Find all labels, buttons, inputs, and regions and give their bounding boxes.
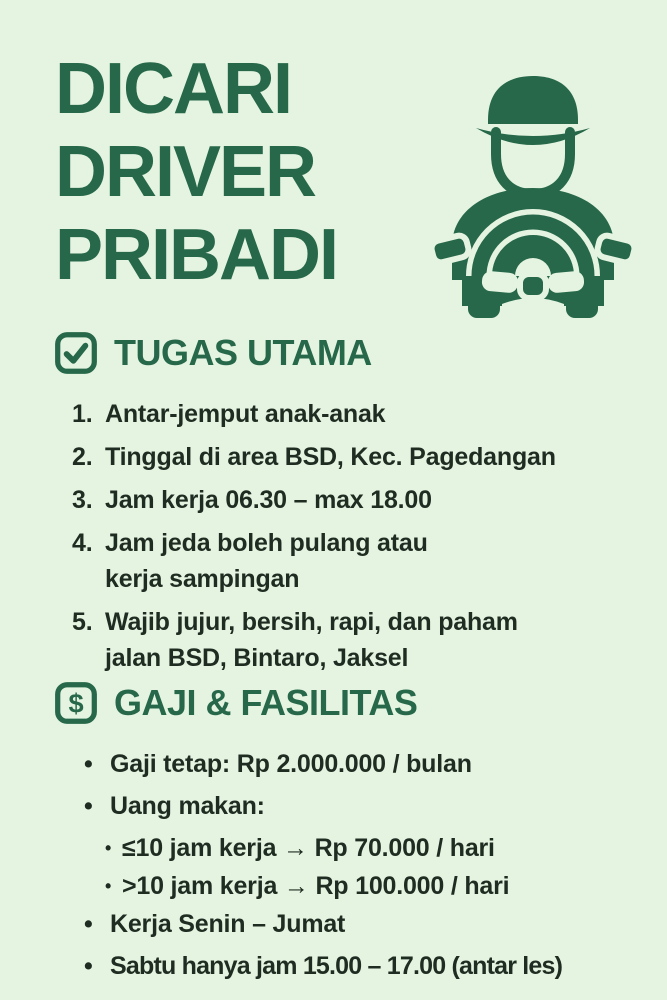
list-item xyxy=(84,746,562,782)
item-number: 3. xyxy=(72,486,93,514)
title-line-3: PRIBADI xyxy=(55,215,338,295)
checkbox-icon xyxy=(53,330,99,376)
section-heading-gaji xyxy=(53,680,417,726)
list-item xyxy=(72,439,556,475)
item-text: >10 jam kerja → Rp 100.000 / hari xyxy=(122,872,510,900)
list-item xyxy=(84,948,562,984)
bullet-dot: • xyxy=(105,876,112,896)
item-text: ≤10 jam kerja → Rp 70.000 / hari xyxy=(122,834,495,862)
item-text: Kerja Senin – Jumat xyxy=(110,910,346,938)
driver-with-car-icon xyxy=(428,70,638,320)
title-line-2: DRIVER xyxy=(55,132,316,212)
item-text: Jam jeda boleh pulang atau xyxy=(105,529,428,557)
section-title-gaji: GAJI & FASILITAS xyxy=(114,682,418,723)
list-item xyxy=(72,604,556,676)
bullet-dot: • xyxy=(84,792,93,820)
sub-list-item xyxy=(105,830,562,867)
bullet-dot: • xyxy=(84,750,93,778)
item-text: kerja sampingan xyxy=(105,565,300,593)
gaji-list xyxy=(84,746,562,990)
list-item xyxy=(72,482,556,518)
bullet-dot: • xyxy=(84,952,93,980)
item-number: 4. xyxy=(72,529,93,557)
section-title-tugas: TUGAS UTAMA xyxy=(114,332,372,373)
item-text: jalan BSD, Bintaro, Jaksel xyxy=(105,644,409,672)
item-text: Jam kerja 06.30 – max 18.00 xyxy=(105,486,432,514)
dollar-icon xyxy=(53,680,99,726)
item-text: Wajib jujur, bersih, rapi, dan paham xyxy=(105,608,518,636)
list-item xyxy=(72,396,556,432)
dollar-glyph: $ xyxy=(68,687,84,719)
poster-title xyxy=(55,48,337,297)
item-text: Antar-jemput anak-anak xyxy=(105,400,386,428)
sub-list-item xyxy=(105,868,562,905)
list-item xyxy=(84,906,562,942)
list-item xyxy=(72,525,556,597)
item-text: Gaji tetap: Rp 2.000.000 / bulan xyxy=(110,750,472,778)
list-item xyxy=(84,788,562,824)
item-number: 2. xyxy=(72,443,93,471)
item-text: Tinggal di area BSD, Kec. Pagedangan xyxy=(105,443,556,471)
item-text: Sabtu hanya jam 15.00 – 17.00 (antar les) xyxy=(110,952,563,980)
tugas-list xyxy=(72,396,556,683)
title-line-1: DICARI xyxy=(55,49,291,129)
item-text: Uang makan: xyxy=(110,792,265,820)
item-number: 1. xyxy=(72,400,93,428)
bullet-dot: • xyxy=(105,838,112,858)
bullet-dot: • xyxy=(84,910,93,938)
item-number: 5. xyxy=(72,608,93,636)
section-heading-tugas xyxy=(53,330,372,376)
